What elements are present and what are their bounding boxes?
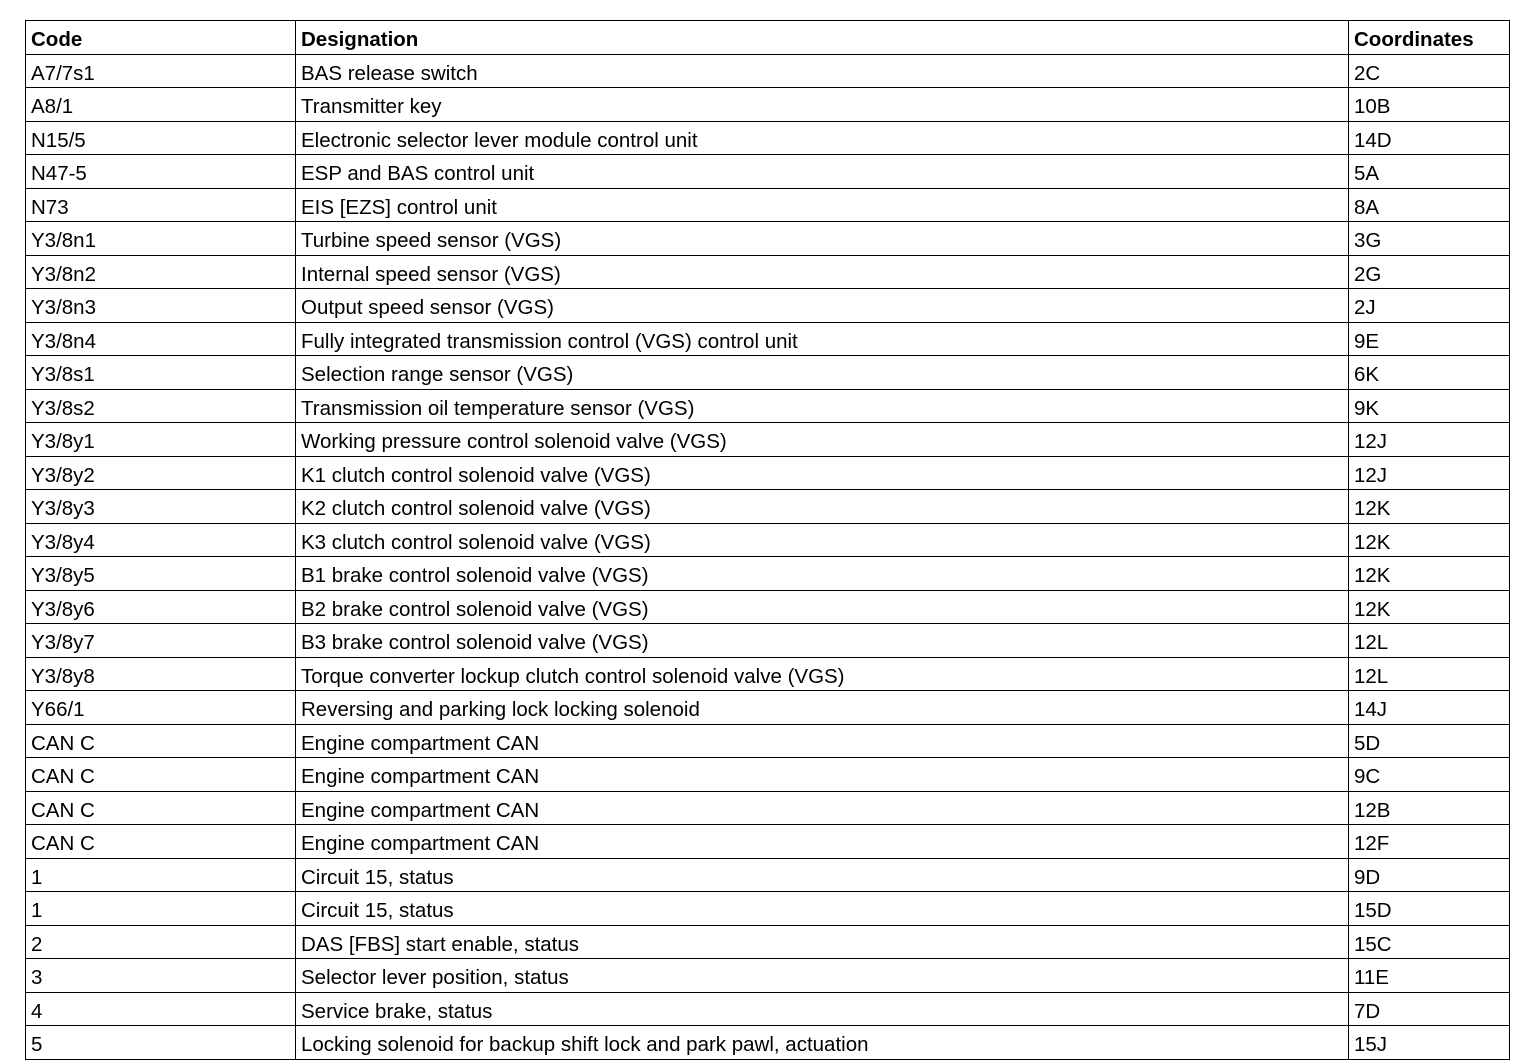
cell-coordinates: 9D — [1349, 858, 1510, 892]
cell-code: Y3/8s1 — [26, 356, 296, 390]
cell-designation: K3 clutch control solenoid valve (VGS) — [296, 523, 1349, 557]
cell-code: Y3/8y4 — [26, 523, 296, 557]
cell-code: N73 — [26, 188, 296, 222]
cell-coordinates: 15D — [1349, 892, 1510, 926]
cell-coordinates: 14D — [1349, 121, 1510, 155]
table-row — [26, 121, 1510, 155]
cell-coordinates: 12K — [1349, 557, 1510, 591]
header-code: Code — [26, 21, 296, 55]
table-row — [26, 992, 1510, 1026]
cell-code: Y3/8n4 — [26, 322, 296, 356]
table-row — [26, 892, 1510, 926]
cell-coordinates: 11E — [1349, 959, 1510, 993]
cell-code: Y3/8y5 — [26, 557, 296, 591]
cell-designation: Selection range sensor (VGS) — [296, 356, 1349, 390]
header-coordinates: Coordinates — [1349, 21, 1510, 55]
cell-coordinates: 7D — [1349, 992, 1510, 1026]
table-row — [26, 624, 1510, 658]
cell-code: Y3/8y8 — [26, 657, 296, 691]
table-row — [26, 925, 1510, 959]
cell-coordinates: 9E — [1349, 322, 1510, 356]
table-row — [26, 490, 1510, 524]
cell-designation: Locking solenoid for backup shift lock and park pawl, actuation — [296, 1026, 1349, 1060]
table-row — [26, 657, 1510, 691]
cell-code: N47-5 — [26, 155, 296, 189]
table-row — [26, 88, 1510, 122]
cell-designation: Engine compartment CAN — [296, 791, 1349, 825]
cell-code: CAN C — [26, 825, 296, 859]
cell-code: 5 — [26, 1026, 296, 1060]
table-row — [26, 791, 1510, 825]
cell-designation: Output speed sensor (VGS) — [296, 289, 1349, 323]
cell-coordinates: 10B — [1349, 88, 1510, 122]
cell-coordinates: 2J — [1349, 289, 1510, 323]
table-row — [26, 858, 1510, 892]
header-row — [26, 21, 1510, 55]
cell-designation: Transmission oil temperature sensor (VGS) — [296, 389, 1349, 423]
cell-designation: Torque converter lockup clutch control solenoid valve (VGS) — [296, 657, 1349, 691]
table-body — [26, 54, 1510, 1059]
table-row — [26, 557, 1510, 591]
cell-designation: Service brake, status — [296, 992, 1349, 1026]
cell-designation: Circuit 15, status — [296, 892, 1349, 926]
table-row — [26, 155, 1510, 189]
cell-coordinates: 6K — [1349, 356, 1510, 390]
cell-coordinates: 14J — [1349, 691, 1510, 725]
cell-code: CAN C — [26, 758, 296, 792]
cell-coordinates: 12F — [1349, 825, 1510, 859]
cell-designation: K2 clutch control solenoid valve (VGS) — [296, 490, 1349, 524]
table-row — [26, 255, 1510, 289]
table-row — [26, 389, 1510, 423]
cell-designation: Engine compartment CAN — [296, 758, 1349, 792]
header-designation: Designation — [296, 21, 1349, 55]
cell-code: CAN C — [26, 724, 296, 758]
table-row — [26, 590, 1510, 624]
cell-designation: Electronic selector lever module control unit — [296, 121, 1349, 155]
table-row — [26, 222, 1510, 256]
cell-designation: Internal speed sensor (VGS) — [296, 255, 1349, 289]
cell-code: N15/5 — [26, 121, 296, 155]
table-row — [26, 423, 1510, 457]
cell-coordinates: 12B — [1349, 791, 1510, 825]
cell-coordinates: 12K — [1349, 523, 1510, 557]
cell-designation: EIS [EZS] control unit — [296, 188, 1349, 222]
cell-code: Y3/8y3 — [26, 490, 296, 524]
cell-designation: B1 brake control solenoid valve (VGS) — [296, 557, 1349, 591]
cell-code: Y3/8n3 — [26, 289, 296, 323]
cell-coordinates: 12J — [1349, 456, 1510, 490]
table-row — [26, 724, 1510, 758]
cell-code: 1 — [26, 858, 296, 892]
cell-designation: Reversing and parking lock locking solenoid — [296, 691, 1349, 725]
table-row — [26, 758, 1510, 792]
cell-designation: B3 brake control solenoid valve (VGS) — [296, 624, 1349, 658]
table-row — [26, 456, 1510, 490]
cell-code: A7/7s1 — [26, 54, 296, 88]
cell-coordinates: 12L — [1349, 657, 1510, 691]
cell-coordinates: 8A — [1349, 188, 1510, 222]
cell-code: A8/1 — [26, 88, 296, 122]
cell-code: 3 — [26, 959, 296, 993]
cell-designation: BAS release switch — [296, 54, 1349, 88]
cell-coordinates: 5A — [1349, 155, 1510, 189]
cell-coordinates: 2G — [1349, 255, 1510, 289]
cell-designation: Engine compartment CAN — [296, 825, 1349, 859]
table-header — [26, 21, 1510, 55]
cell-designation: DAS [FBS] start enable, status — [296, 925, 1349, 959]
cell-coordinates: 9C — [1349, 758, 1510, 792]
cell-designation: Working pressure control solenoid valve (VGS) — [296, 423, 1349, 457]
cell-coordinates: 12K — [1349, 490, 1510, 524]
table-row — [26, 1026, 1510, 1060]
cell-code: Y3/8y6 — [26, 590, 296, 624]
cell-designation: B2 brake control solenoid valve (VGS) — [296, 590, 1349, 624]
table-row — [26, 322, 1510, 356]
cell-coordinates: 3G — [1349, 222, 1510, 256]
cell-code: 4 — [26, 992, 296, 1026]
table-row — [26, 356, 1510, 390]
cell-designation: Turbine speed sensor (VGS) — [296, 222, 1349, 256]
cell-designation: Selector lever position, status — [296, 959, 1349, 993]
cell-code: Y3/8y2 — [26, 456, 296, 490]
cell-coordinates: 12J — [1349, 423, 1510, 457]
cell-coordinates: 12K — [1349, 590, 1510, 624]
table-row — [26, 523, 1510, 557]
table-row — [26, 959, 1510, 993]
cell-coordinates: 15J — [1349, 1026, 1510, 1060]
cell-designation: K1 clutch control solenoid valve (VGS) — [296, 456, 1349, 490]
cell-code: Y3/8n2 — [26, 255, 296, 289]
cell-code: Y3/8y1 — [26, 423, 296, 457]
cell-designation: Fully integrated transmission control (VGS) control unit — [296, 322, 1349, 356]
cell-designation: Transmitter key — [296, 88, 1349, 122]
table-row — [26, 691, 1510, 725]
cell-code: Y3/8y7 — [26, 624, 296, 658]
table-row — [26, 54, 1510, 88]
cell-coordinates: 9K — [1349, 389, 1510, 423]
cell-coordinates: 15C — [1349, 925, 1510, 959]
component-legend-table — [25, 20, 1510, 1060]
cell-coordinates: 5D — [1349, 724, 1510, 758]
cell-code: Y3/8n1 — [26, 222, 296, 256]
table-row — [26, 289, 1510, 323]
cell-code: Y66/1 — [26, 691, 296, 725]
cell-code: 1 — [26, 892, 296, 926]
cell-code: Y3/8s2 — [26, 389, 296, 423]
table-row — [26, 188, 1510, 222]
cell-code: 2 — [26, 925, 296, 959]
cell-designation: ESP and BAS control unit — [296, 155, 1349, 189]
cell-designation: Engine compartment CAN — [296, 724, 1349, 758]
cell-code: CAN C — [26, 791, 296, 825]
cell-coordinates: 2C — [1349, 54, 1510, 88]
table-row — [26, 825, 1510, 859]
cell-designation: Circuit 15, status — [296, 858, 1349, 892]
cell-coordinates: 12L — [1349, 624, 1510, 658]
